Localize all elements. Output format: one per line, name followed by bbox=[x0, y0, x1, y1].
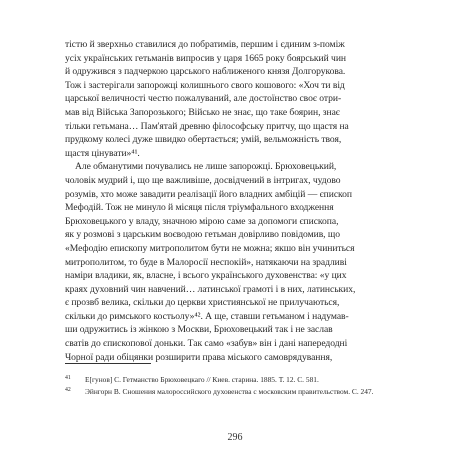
text-line: Тож і застерігали запорожці колишнього свого кошового: «Хоч ти від bbox=[65, 79, 345, 91]
text-line: тістю й зверхньо ставилися до побратимів, першим і єдиним з-поміж bbox=[65, 39, 345, 50]
text-line: ши одружитись із жінкою з Москви, Брюховецький так і не заслав bbox=[65, 324, 333, 336]
footnotes bbox=[65, 363, 405, 398]
text-line: наміри владики, як, власне, і всього українського духовенства: «у цих bbox=[65, 270, 347, 282]
footnote bbox=[65, 374, 405, 386]
footnote-list bbox=[65, 374, 405, 398]
footnote bbox=[65, 386, 405, 398]
text-line: й одружився з падчеркою царського наближеного князя Долгорукова. bbox=[65, 66, 346, 78]
text-line: краях духовний чин навчений… латинської грамоті і в них, латинських, bbox=[65, 283, 356, 295]
footnote-number: 42 bbox=[65, 387, 71, 393]
text-line: усіх українських гетьманів випросив у царя 1665 року боярський чин bbox=[65, 52, 346, 64]
text-line: сватів до єпископової доньки. Так само «забув» він і дані напередодні bbox=[65, 338, 348, 350]
text-line: царської величності честю пожалуваний, але достоїнство своє отри- bbox=[65, 93, 342, 105]
footnote-number: 41 bbox=[65, 375, 71, 381]
text-line: чоловік мудрий і, що ще важливіше, досвідчений в інтригах, чудово bbox=[65, 174, 341, 186]
text-line: мав від Війська Запорозького; Військо не знає, що таке боярин, знає bbox=[65, 106, 340, 118]
text-line: «Мефодію епископу митрополитом бути не можна; якшо він учиниться bbox=[65, 242, 355, 254]
text-line: Брюховецького у владу, значною мірою саме за допомоги єпископа, bbox=[65, 215, 339, 227]
text-line: Чорної ради обіцянки розширити права міського самоврядування, bbox=[65, 351, 333, 363]
page-number: 296 bbox=[227, 432, 243, 443]
footnote-separator bbox=[65, 363, 151, 364]
text-line: є прозвб велика, скільки до церкви християнської не прилучаються, bbox=[65, 297, 340, 309]
text-line: тільки гетьмана… Пам'ятай древню філософську притчу, що щастя на bbox=[65, 120, 349, 132]
text-line: Мефодій. Тож не минуло й місяця після тріумфального входження bbox=[65, 202, 334, 214]
text-line: щастя цінувати»⁴¹. bbox=[65, 147, 140, 159]
footnote-text: Е[гунов] С. Гетманство Брюховецкаго // Киев. старина. 1885. Т. 12. С. 581. bbox=[85, 375, 319, 384]
text-line: як у розмові з царським воєводою гетьман довірливо повідомив, що bbox=[65, 229, 340, 241]
footnote-text: Эйнгорн В. Сношения малороссийского духовенства с московским правительством. С. 247. bbox=[85, 387, 374, 396]
body-text bbox=[65, 38, 403, 364]
text-line: Але обманутими почувались не лише запорожці. Брюховецький, bbox=[75, 161, 337, 173]
text-line: розумів, хто може завадити реалізації його владних амбіцій — єпископ bbox=[65, 188, 353, 200]
text-line: митрополитом, то буде в Малоросії неспокій», натякаючи на зрадливі bbox=[65, 256, 347, 268]
text-line: скільки до римського костьолу»⁴². А ще, ставши гетьманом і надумав- bbox=[65, 310, 349, 322]
text-line: прудкому колесі дуже швидко обертається; умій, вельможність твоя, bbox=[65, 134, 342, 146]
